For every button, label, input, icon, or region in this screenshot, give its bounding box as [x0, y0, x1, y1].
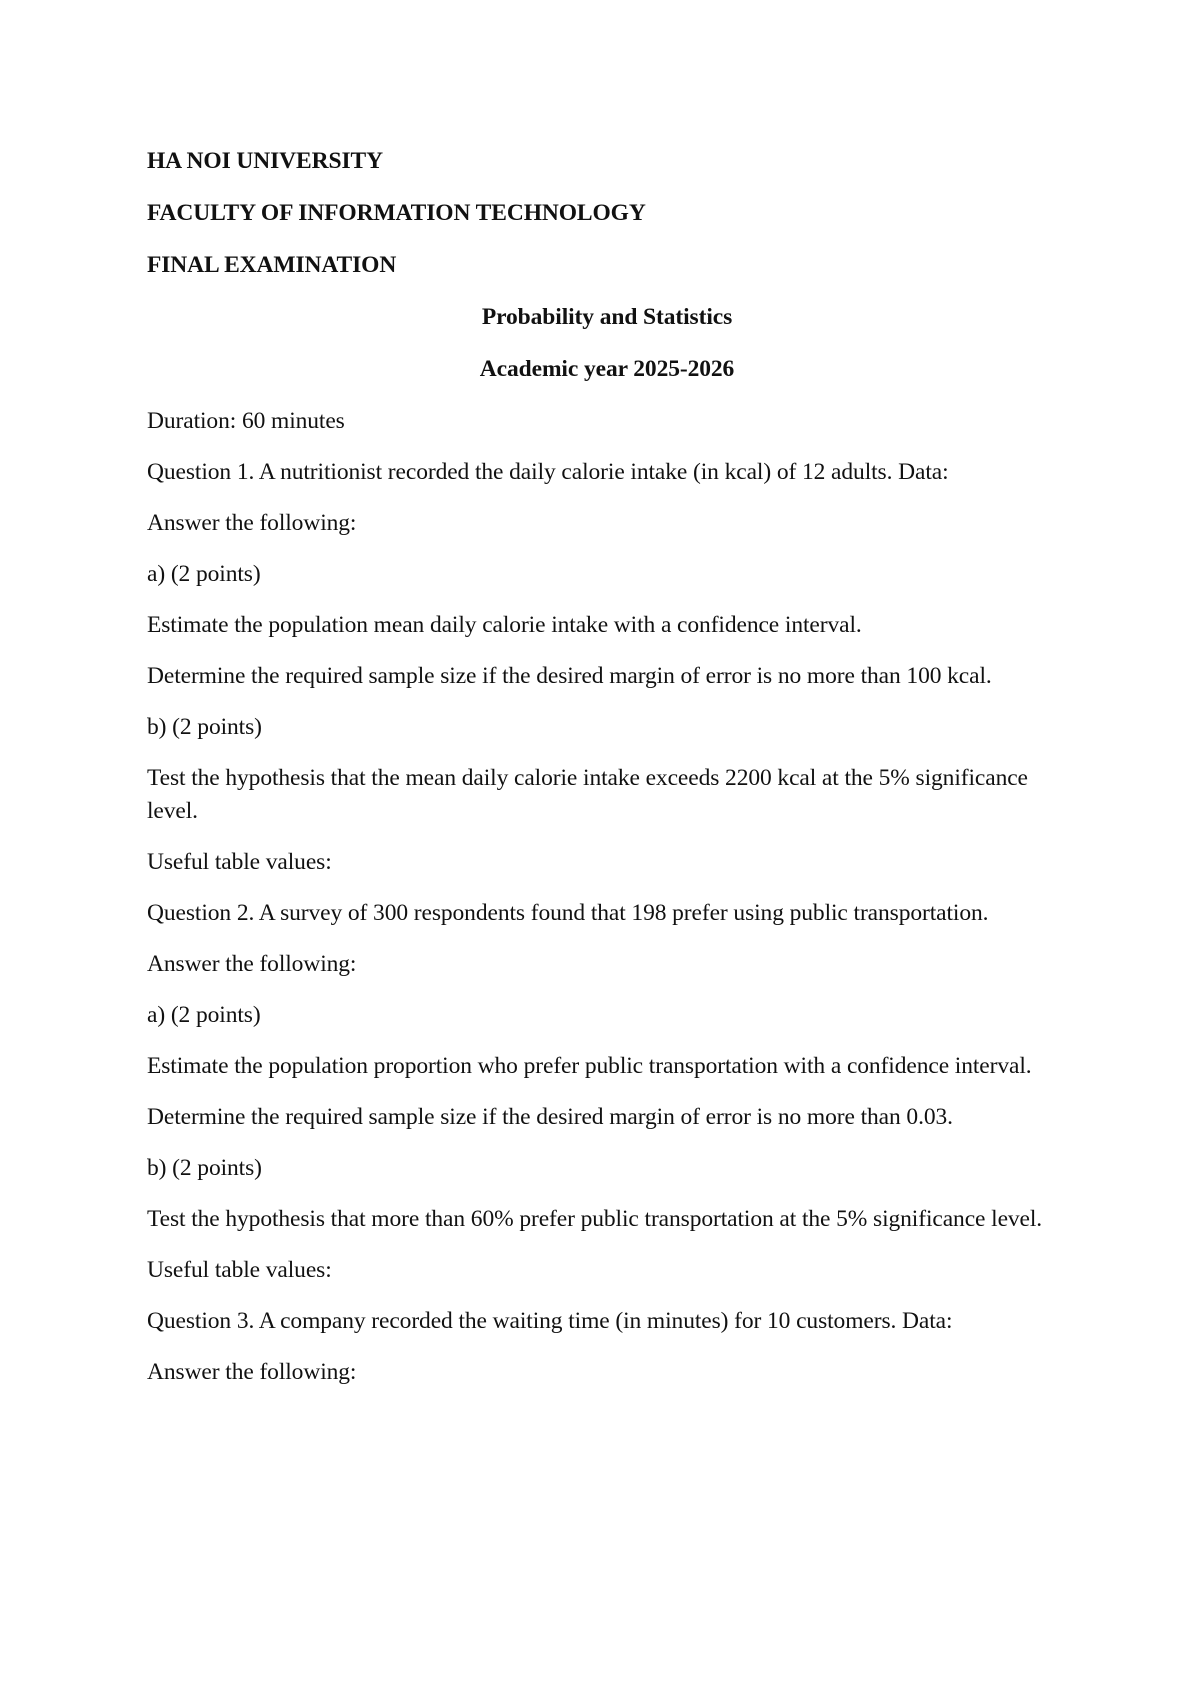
question-2a-label: a) (2 points) — [147, 1002, 261, 1028]
question-2b-text: Test the hypothesis that more than 60% prefer public transportation at the 5% significance level. — [147, 1206, 1043, 1232]
question-1-table-values: Useful table values: — [147, 849, 332, 875]
academic-year: Academic year 2025-2026 — [479, 356, 735, 382]
question-1a-label: a) (2 points) — [147, 561, 261, 587]
question-2-table-values: Useful table values: — [147, 1257, 332, 1283]
question-1b-label: b) (2 points) — [147, 714, 262, 740]
question-2-intro: Question 2. A survey of 300 respondents found that 198 prefer using public transportation. — [147, 900, 989, 926]
document-page — [147, 145, 1067, 1407]
duration: Duration: 60 minutes — [147, 408, 345, 434]
question-1-intro: Question 1. A nutritionist recorded the daily calorie intake (in kcal) of 12 adults. Data: — [147, 459, 949, 485]
question-3-answer-prompt: Answer the following: — [147, 1359, 357, 1385]
university-name: HA NOI UNIVERSITY — [147, 148, 383, 174]
question-1a-text-1: Estimate the population mean daily calorie intake with a confidence interval. — [147, 612, 862, 638]
question-1a-text-2: Determine the required sample size if the desired margin of error is no more than 100 kcal. — [147, 663, 992, 689]
question-2-answer-prompt: Answer the following: — [147, 951, 357, 977]
question-2a-text-1: Estimate the population proportion who prefer public transportation with a confidence interval. — [147, 1053, 1032, 1079]
question-2b-label: b) (2 points) — [147, 1155, 262, 1181]
question-1-answer-prompt: Answer the following: — [147, 510, 357, 536]
faculty-name: FACULTY OF INFORMATION TECHNOLOGY — [147, 200, 646, 226]
question-3-intro: Question 3. A company recorded the waiting time (in minutes) for 10 customers. Data: — [147, 1308, 953, 1334]
course-title: Probability and Statistics — [481, 304, 733, 330]
exam-title: FINAL EXAMINATION — [147, 252, 397, 278]
question-1b-text: Test the hypothesis that the mean daily calorie intake exceeds 2200 kcal at the 5% significance level. — [147, 765, 1028, 824]
question-2a-text-2: Determine the required sample size if the desired margin of error is no more than 0.03. — [147, 1104, 953, 1130]
